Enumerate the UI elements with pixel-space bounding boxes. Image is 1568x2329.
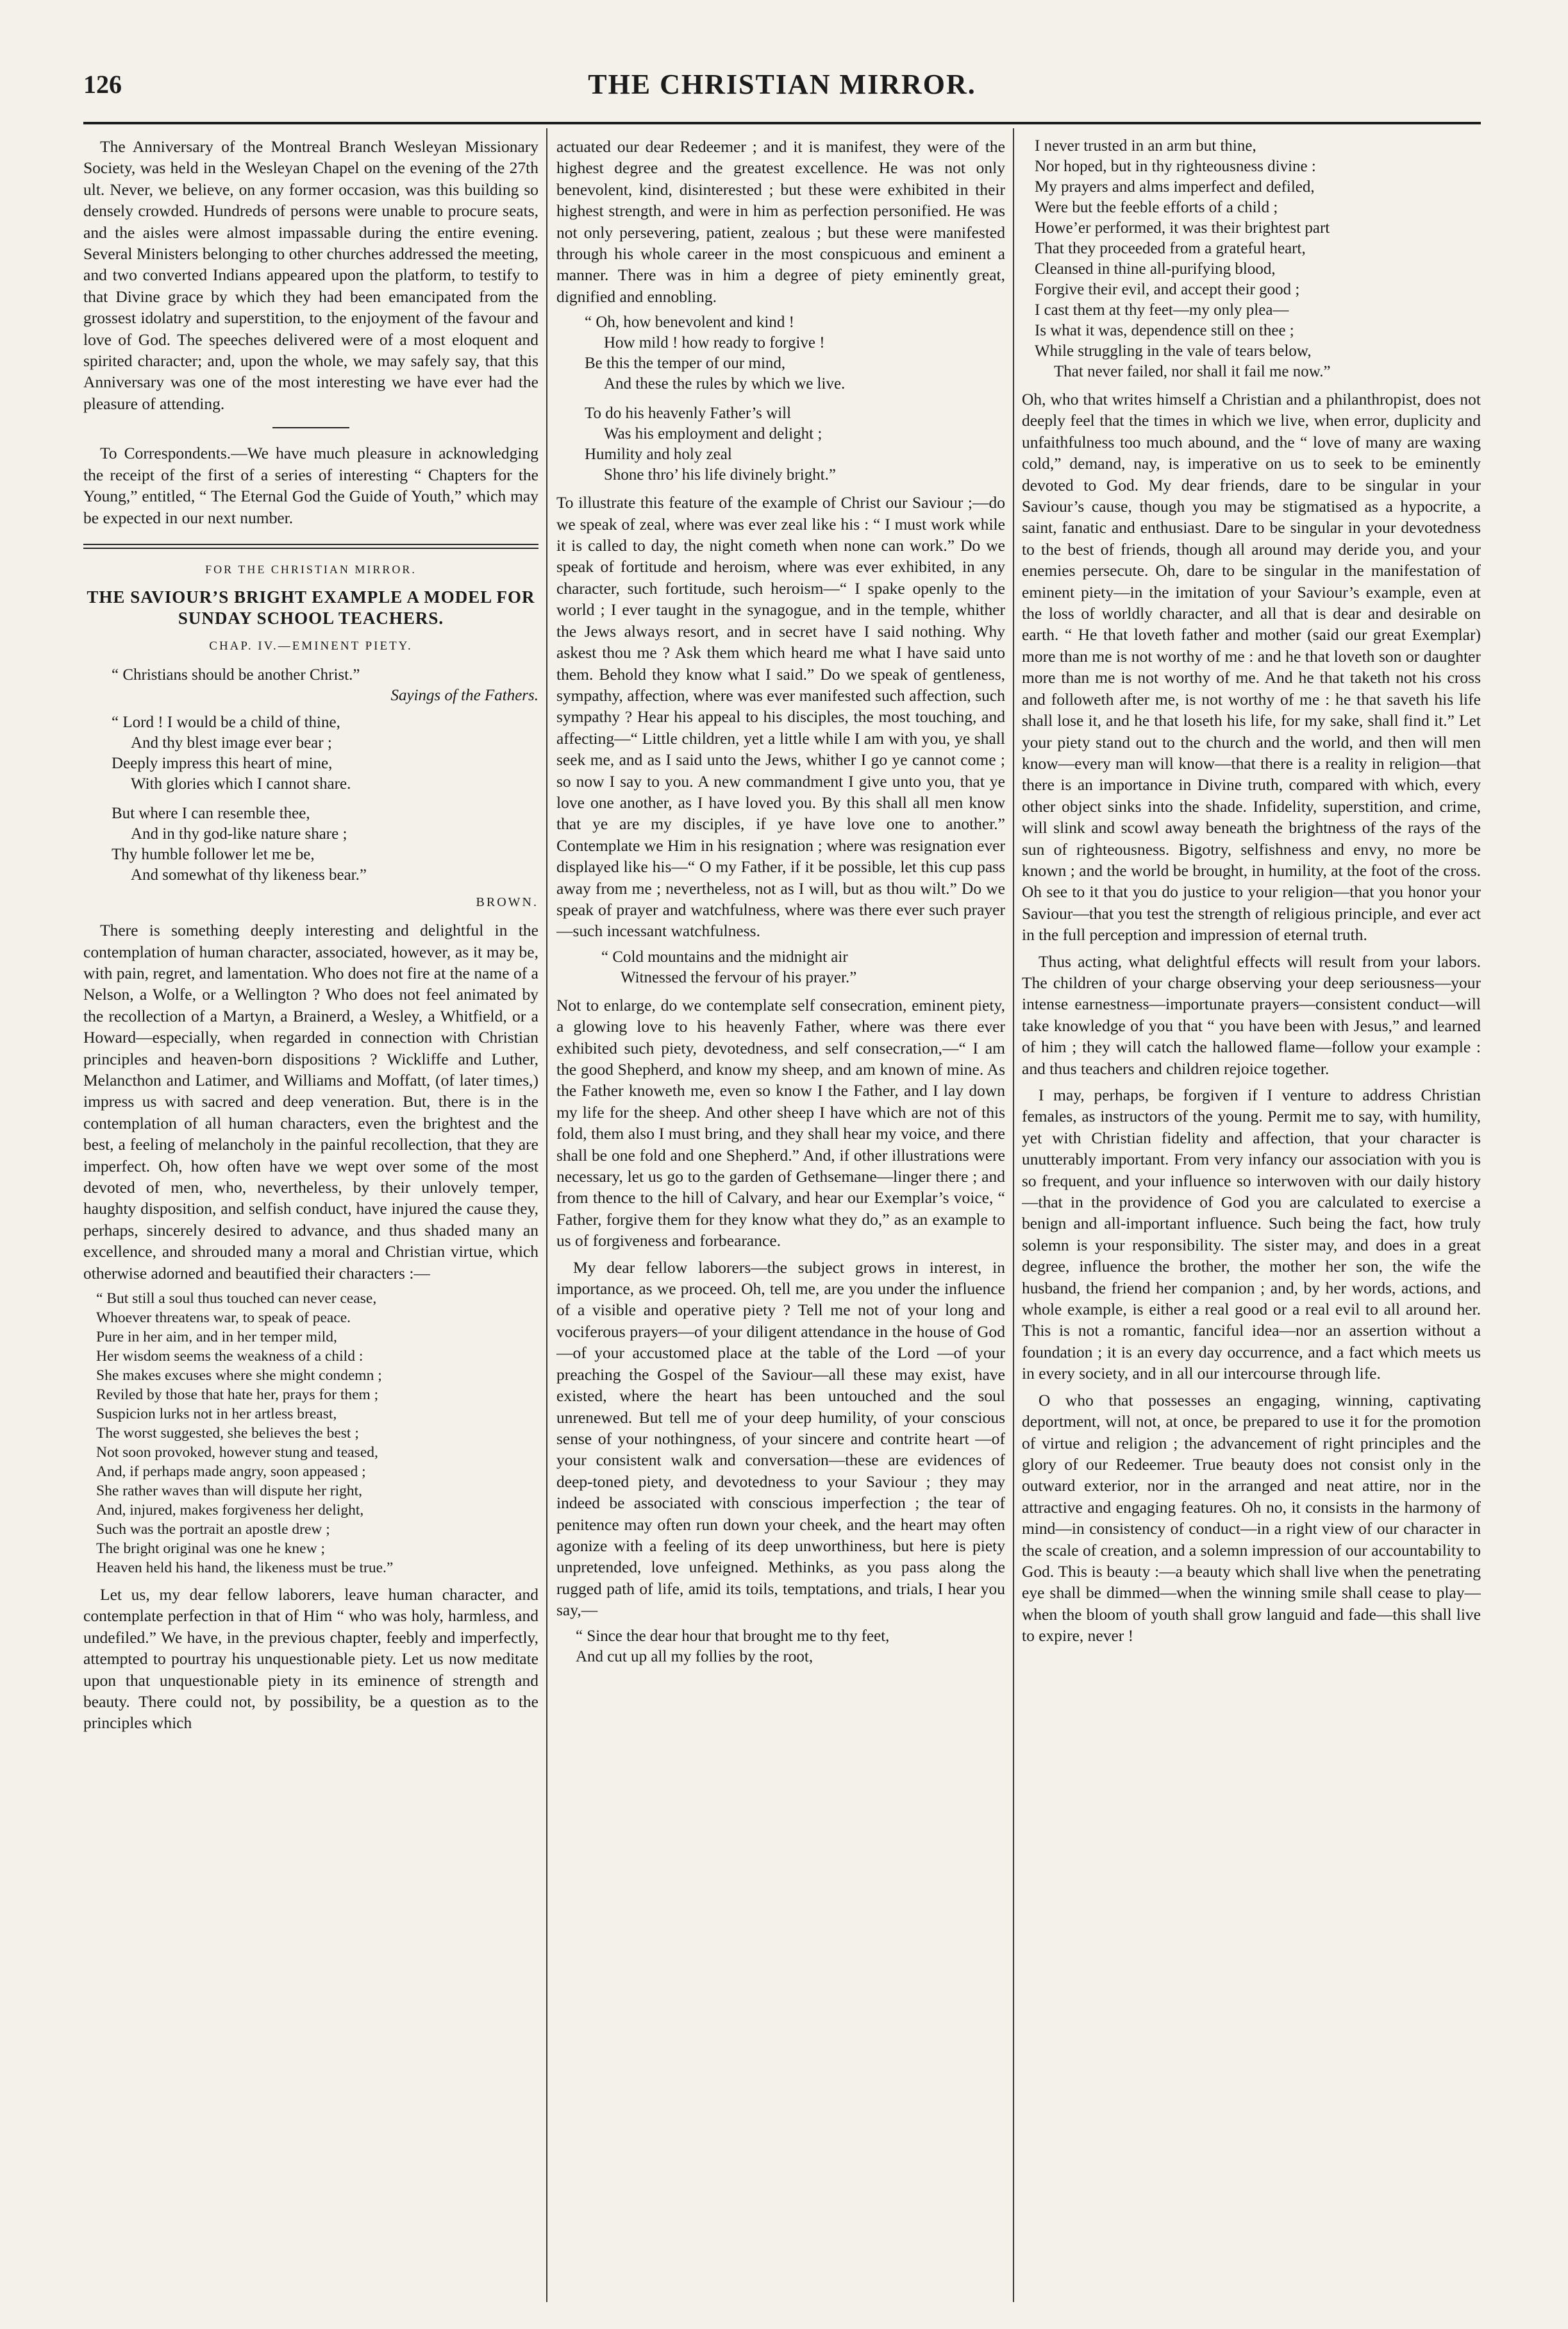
verse-line: Is what it was, dependence still on thee ; [1035,322,1294,339]
verse-line: And in thy god-like nature share ; [131,825,347,843]
column-3 [1022,136,1481,2303]
motto-author: BROWN. [476,895,538,909]
verse-line: “ Since the dear hour that brought me to thy feet, [576,1627,890,1645]
verse-line: Cleansed in thine all-purifying blood, [1035,260,1276,278]
verse-line: And thy blest image ever bear ; [131,734,332,752]
verse-line: Were but the feeble efforts of a child ; [1035,199,1278,216]
verse-line: I never trusted in an arm but thine, [1035,137,1256,155]
verse-line: Was his employment and delight ; [604,425,822,443]
verse-line: Humility and holy zeal [585,446,732,464]
chapter-heading: CHAP. IV.—EMINENT PIETY. [209,639,413,653]
verse-line: Howe’er performed, it was their brightest part [1035,219,1330,237]
article-title: THE SAVIOUR’S BRIGHT EXAMPLE A MODEL FOR SUNDAY SCHOOL TEACHERS. [87,587,535,628]
article-paragraph: There is something deeply interesting and delightful in the contemplation of human character, associated, however, as it may be, with pain, regret, and lamentation. Who does not fire at the name of a Nelson, a Wolfe, or a Wellington ? Who does not feel animated by the recollection of a Martyn, a Brainerd, a Wesley, a Whitfield, or a Howard—especially, when regarded in connection with Christian principles and heaven-born dispositions ? Wickliffe and Luther, Melancthon and Latimer, and Williams and Moffatt, (of later times,) impress us with sacred and deep veneration. But, there is in the contemplation of all human characters, even the brightest and the best, a feeling of melancholy in the painful recollection, that they are imperfect. Oh, how often have we wept over some of the most devoted of men, who, nevertheless, by their unlovely temper, haughty disposition, and selfish conduct, have injured the cause they, perhaps, sincerely desired to advance, and thus shaded many an excellence, and shrouded many a moral and Christian virtue, which otherwise adorned and beautified their characters :— [83,921,538,1282]
verse-line: And cut up all my follies by the root, [576,1647,813,1665]
section-rule [83,544,538,549]
verse-line: She makes excuses where she might condemn ; [96,1367,382,1384]
verse-line: Pure in her aim, and in her temper mild, [96,1329,337,1346]
verse-line: “ Lord ! I would be a child of thine, [112,713,340,731]
verse-line: “ Cold mountains and the midnight air [601,948,848,966]
verse-line: The bright original was one he knew ; [96,1540,325,1558]
verse-line: The worst suggested, she believes the best ; [96,1425,359,1442]
verse-line: Witnessed the fervour of his prayer.” [621,968,857,986]
column-1 [83,136,538,2303]
for-line: FOR THE CHRISTIAN MIRROR. [205,562,417,576]
verse-line: But where I can resemble thee, [112,804,310,822]
verse-line: Whoever threatens war, to speak of peace. [96,1309,351,1327]
verse-line: How mild ! how ready to forgive ! [604,334,825,352]
verse-line: Shone thro’ his life divinely bright.” [604,466,836,484]
verse-line: Be this the temper of our mind, [585,355,786,373]
verse-line: To do his heavenly Father’s will [585,405,792,423]
column-divider-2 [1013,128,1014,2302]
verse-line: Thy humble follower let me be, [112,845,315,863]
verse-line: I cast them at thy feet—my only plea— [1035,301,1289,319]
verse-line: And, if perhaps made angry, soon appeased ; [96,1463,366,1481]
verse-line: Nor hoped, but in thy righteousness divine : [1035,158,1316,175]
poem [576,1626,1005,1667]
article-paragraph: To illustrate this feature of the example of Christ our Saviour ;—do we speak of zeal, where was ever zeal like his : “ I must work while it is called to day, the night cometh when none can work.” Do we speak of fortitude and heroism, where was ever exhibited, in any character, such fortitude, such heroism—“ I spake openly to the world ; I ever taught in the synagogue, and in the temple, whither the Jews always resort, and in secret have I said nothing. Why askest thou me ? Ask them which heard me what I have said unto them. Behold they know what I said.” Do we speak of gentleness, sympathy, affection, where was ever manifested such affection, such sympathy ? Hear his appeal to his disciples, the most touching, and affecting—“ Little children, yet a little while I am with you, ye shall seek me, and as I said unto the Jews, whither I go ye cannot come ; so now I say to you. A new commandment I give unto you, that ye love one another, as I have loved you. By this shall all men know that ye are my disciples, if ye have love one to another.” Contemplate we Him in his resignation ; where was resignation ever displayed like his—“ O my Father, if it be possible, let this cup pass away from me ; nevertheless, not as I will, but as thou wilt.” Do we speak of prayer and watchfulness, where was there ever such prayer—such incessant watchfulness. [556,493,1005,941]
anniversary-notice: The Anniversary of the Montreal Branch Wesleyan Missionary Society, was held in the Wesleyan Chapel on the evening of the 27th ult. Never, we believe, on any former occasion, was this building so densely crowded. Hundreds of persons were unable to procure seats, and the aisles were almost impassable during the entire evening. Several Ministers belonging to other churches addressed the meeting, and two converted Indians appeared upon the platform, to testify to that Divine grace by which they had been emancipated from the grossest idolatry and superstition, to the enjoyment of the favour and love of God. The speeches delivered were of a most eloquent and spirited character; and, upon the whole, we may safely say, that this Anniversary was one of the most interesting we have ever had the pleasure of attending. [83,137,538,413]
poem [1035,136,1481,382]
article-paragraph: actuated our dear Redeemer ; and it is manifest, they were of the highest degree and the greatest excellence. He was not only benevolent, kind, disinterested ; but these were exhibited in their highest strength, and were in him as perfection personified. He was not only persevering, patient, zealous ; but these were manifested through his whole career in the most conspicuous and eminent a manner. There was in him a degree of piety eminently great, dignified and ennobling. [556,137,1005,306]
page-header [83,64,1481,115]
verse-line: Not soon provoked, however stung and teased, [96,1444,378,1461]
verse-line: That they proceeded from a grateful heart, [1035,240,1306,257]
article-paragraph: My dear fellow laborers—the subject grows in interest, in importance, as we proceed. Oh, tell me, are you under the influence of a visible and operative piety ? Tell me not of your long and vociferous prayers—of your diligent attendance in the house of God —of your accustomed place at the table of the Lord —of your preaching the Gospel of the Saviour—all these may exist, have existed, where the heart has been untouched and the soul unrenewed. But tell me of your deep humility, of your conscious sense of your nothingness, of your sincere and contrite heart —of your consistent walk and conversation—these are evidences of deep-toned piety, and devotedness to your Saviour ; they may indeed be associated with conscious imperfection ; the tear of penitence may often run down your cheek, and the heart may often agonize with a feeling of its deep unworthiness, but here is piety unpretended, love unfeigned. Methinks, as you pass along the rugged path of life, amid its toils, temptations, and trials, I hear you say,— [556,1257,1005,1620]
verse-line: “ But still a soul thus touched can never cease, [96,1290,377,1307]
article-paragraph: Let us, my dear fellow laborers, leave human character, and contemplate perfection in that of Him “ who was holy, harmless, and undefiled.” We have, in the previous chapter, feebly and imperfectly, attempted to pourtray his unquestionable piety. Let us now meditate upon that unquestionable piety in its eminence of strength and beauty. There could not, by possibility, be a question as to the principles which [83,1585,538,1733]
verse-line: And, injured, makes forgiveness her delight, [96,1502,364,1519]
verse-line: She rather waves than will dispute her right, [96,1483,363,1500]
verse-line: Reviled by those that hate her, prays for them ; [96,1386,379,1404]
motto-2 [112,712,538,886]
article-paragraph: Not to enlarge, do we contemplate self consecration, eminent piety, a glowing love to his heavenly Father, where was there ever exhibited such piety, devotedness, and self consecration,—“ I am the good Shepherd, and know my sheep, and am known of mine. As the Father knoweth me, even so know I the Father, and I lay down my life for the sheep. And other sheep I have which are not of this fold, them also I must bring, and they shall hear my voice, and there shall be one fold and one Shepherd.” And, if other illustrations were necessary, let us go to the garden of Gethsemane—linger there ; and from thence to the hill of Calvary, and hear our Exemplar’s voice, “ Father, forgive them for they know what they do,” as an example to us of forgiveness and forbearance. [556,995,1005,1250]
motto-1 [112,665,538,706]
verse-line: And these the rules by which we live. [604,375,846,393]
verse-line: My prayers and alms imperfect and defiled, [1035,178,1315,196]
verse-line: Suspicion lurks not in her artless breast, [96,1406,337,1423]
verse-line: With glories which I cannot share. [131,775,351,793]
verse-line: Forgive their evil, and accept their good ; [1035,281,1300,298]
correspondents-notice: To Correspondents.—We have much pleasure in acknowledging the receipt of the first of a series of interesting “ Chapters for the Young,” entitled, “ The Eternal God the Guide of Youth,” which may be expected in our next number. [83,444,538,527]
verse-line: Her wisdom seems the weakness of a child : [96,1348,363,1365]
poem [601,947,1005,988]
article-paragraph: I may, perhaps, be forgiven if I venture to address Christian females, as instructors of the young. Permit me to say, with humility, yet with Christian fidelity and affection, that your character is unutterably important. From very infancy our association with you is so frequent, and your influence so interwoven with our daily history—that in the providence of God you are calculated to exercise a benign and all-important influence. Such being the fact, how truly solemn is your responsibility. The sister may, and does in a great degree, influence the brother, the mother her son, the wife the husband, the friend her companion ; and, by her words, actions, and whole example, is either a real good or a real evil to all around her. This is not a romantic, fanciful idea—nor an assertion without a foundation ; it is an every day occurrence, and a fact which meets us in every society, and in all our intercourse through life. [1022,1086,1481,1383]
column-divider-1 [546,128,547,2302]
verse-line: And somewhat of thy likeness bear.” [131,866,367,884]
article-paragraph: O who that possesses an engaging, winning, captivating deportment, will not, at once, be prepared to use it for the promotion of virtue and religion ; the advancement of right principles and the glory of our Redeemer. True beauty does not consist only in the outward exterior, nor in the arranged and neat attire, nor in the attractive and engaging features. Oh no, it consists in the harmony of mind—in consistency of conduct—in a right view of our character in the scale of creation, and a solemn impression of our accountability to God. This is beauty :—a beauty which shall live when the penetrating eye shall be dimmed—when the winning smile shall cease to play—when the bloom of youth shall grow languid and fade—this shall live to expire, never ! [1022,1390,1481,1645]
separator [272,427,349,428]
header-rule [83,122,1481,124]
page-number: 126 [83,70,122,99]
poem [585,312,1005,485]
article-paragraph: Oh, who that writes himself a Christian and a philanthropist, does not deeply feel that the times in which we live, when error, duplicity and unfaithfulness too much abound, and the “ love of many are waxing cold,” demand, nay, is imperative on us to seek to be eminently devoted to God. My dear friends, dare to be singular in your Saviour’s cause, though you may be stigmatised as a hypocrite, a saint, fanatic and enthusiast. Dare to be singular in your devotedness to the best of friends, though all around may deride you, and your enemies persecute. Oh, dare to be singular in the manifestation of eminent piety—in the imitation of your Saviour’s example, even at the loss of worldly character, and all that is dear and desirable on earth. “ He that loveth father and mother (said our great Exemplar) more than me is not worthy of me : and he that loveth son or daughter more than me is not worthy of me. And he that taketh not his cross and followeth after me, is not worthy of me : he that saveth his life shall lose it, and he that loseth his life, for my sake, shall find it.” Let your piety stand out to the church and the world, and then will men know—every man will know—that there is a reality in religion—that there is an importance in Divine truth, compared with which, every other object sinks into the shade. Infidelity, superstition, and crime, will slink and scowl away beneath the brightness of the rays of the sun of righteousness. Bigotry, selfishness and envy, no more be known ; and the world be brought, in humility, at the foot of the cross. Oh see to it that you do justice to your religion—that you honor your Saviour—that you test the strength of religious principle, and ever act in the full perception and impression of eternal truth. [1022,390,1481,945]
column-2 [556,136,1005,2303]
motto-attribution: Sayings of the Fathers. [390,686,538,704]
verse-line: “ Oh, how benevolent and kind ! [585,314,795,332]
article-paragraph: Thus acting, what delightful effects will result from your labors. The children of your charge observing your deep seriousness—your intense earnestness—importunate prayers—consistent conduct—will take knowledge of you that “ you have been with Jesus,” and learned of him ; they will catch the hallowed flame—follow your example : and thus teachers and children rejoice together. [1022,952,1481,1078]
motto-line: “ Christians should be another Christ.” [112,666,360,684]
verse-line: While struggling in the vale of tears below, [1035,342,1312,360]
verse-line: That never failed, nor shall it fail me now.” [1054,363,1331,380]
poem [96,1289,538,1577]
verse-line: Deeply impress this heart of mine, [112,754,333,772]
verse-line: Such was the portrait an apostle drew ; [96,1521,330,1538]
running-title: THE CHRISTIAN MIRROR. [588,69,976,100]
verse-line: Heaven held his hand, the likeness must be true.” [96,1560,394,1577]
